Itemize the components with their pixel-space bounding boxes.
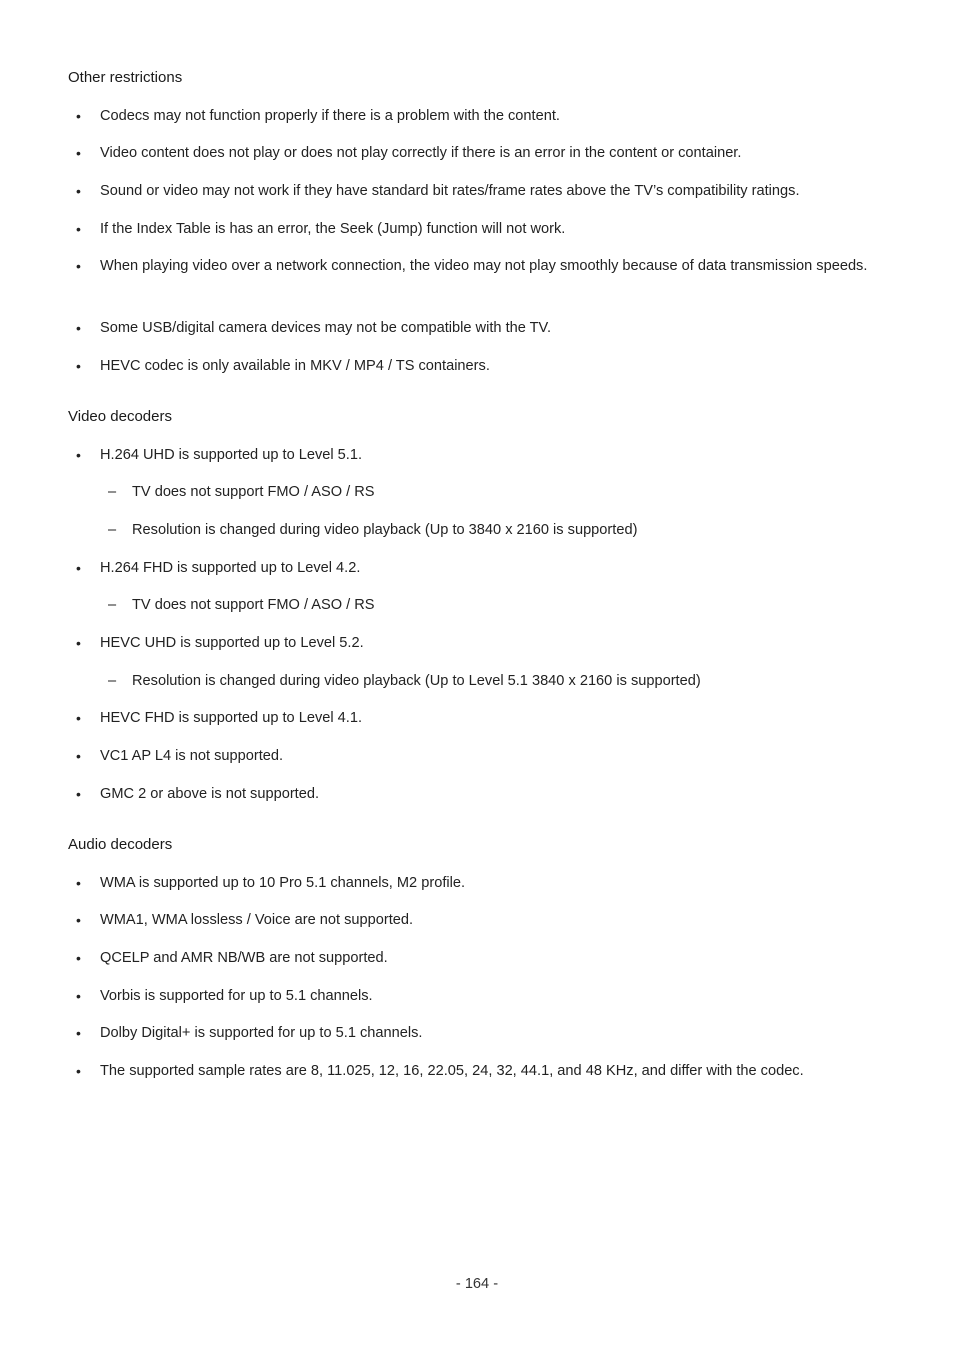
list-item-text: The supported sample rates are 8, 11.025, 12, 16, 22.05, 24, 32, 44.1, and 48 KHz, and differ with the codec. [100, 1063, 804, 1079]
bullet-icon: • [76, 447, 81, 463]
list-item-text: WMA1, WMA lossless / Voice are not supported. [100, 912, 414, 928]
bullet-icon: • [76, 320, 81, 336]
list-item [76, 1059, 878, 1083]
bullet-icon: • [76, 560, 81, 576]
list-item-text: WMA is supported up to 10 Pro 5.1 channels, M2 profile. [100, 875, 466, 891]
dash-icon: – [108, 597, 117, 613]
bullet-icon: • [76, 635, 81, 651]
list-item-text: HEVC UHD is supported up to Level 5.2. [100, 635, 364, 651]
list-item [76, 1021, 878, 1045]
list-item [76, 443, 878, 467]
list-item [76, 316, 878, 340]
list-item-text: Video content does not play or does not play correctly if there is an error in the content or container. [100, 145, 742, 161]
list-item [76, 354, 878, 378]
bullet-icon: • [76, 875, 81, 891]
list-item-text: H.264 FHD is supported up to Level 4.2. [100, 560, 361, 576]
list-item [76, 217, 878, 241]
list-item-text: When playing video over a network connection, the video may not play smoothly because of data transmission speeds. [100, 258, 868, 274]
bullet-icon: • [76, 145, 81, 161]
list-item-text: Vorbis is supported for up to 5.1 channels. [100, 988, 373, 1004]
sub-list-item-text: Resolution is changed during video playback (Up to Level 5.1 3840 x 2160 is supported) [132, 673, 701, 689]
bullet-icon: • [76, 258, 81, 274]
sub-list-item [108, 518, 878, 542]
bullet-icon: • [76, 1025, 81, 1041]
list-item [76, 706, 878, 730]
dash-icon: – [108, 673, 117, 689]
list-item-text: HEVC FHD is supported up to Level 4.1. [100, 710, 363, 726]
dash-icon: – [108, 522, 117, 538]
list-item [76, 782, 878, 806]
sub-list-item [108, 593, 878, 617]
sub-list-item [108, 669, 878, 693]
sub-list-item [108, 480, 878, 504]
dash-icon: – [108, 484, 117, 500]
list-item-text: Sound or video may not work if they have standard bit rates/frame rates above the TV’s compatibility ratings. [100, 183, 800, 199]
list-item-text: H.264 UHD is supported up to Level 5.1. [100, 447, 363, 463]
bullet-icon: • [76, 710, 81, 726]
list-item [76, 631, 878, 655]
list-item [76, 984, 878, 1008]
bullet-icon: • [76, 912, 81, 928]
sub-list-item-text: TV does not support FMO / ASO / RS [132, 597, 375, 613]
list-item-text: VC1 AP L4 is not supported. [100, 748, 284, 764]
list-item [76, 104, 878, 128]
list-item-text: QCELP and AMR NB/WB are not supported. [100, 950, 388, 966]
sub-list-item-text: Resolution is changed during video playback (Up to 3840 x 2160 is supported) [132, 522, 638, 538]
list-item [76, 556, 878, 580]
section-heading-video-decoders: Video decoders [68, 408, 172, 425]
bullet-icon: • [76, 786, 81, 802]
page-number: - 164 - [455, 1276, 499, 1292]
section-heading-other-restrictions: Other restrictions [68, 69, 183, 86]
bullet-icon: • [76, 950, 81, 966]
bullet-icon: • [76, 183, 81, 199]
list-item [76, 254, 878, 278]
bullet-icon: • [76, 1063, 81, 1079]
list-item-text: HEVC codec is only available in MKV / MP4 / TS containers. [100, 358, 490, 374]
list-item-text: Some USB/digital camera devices may not be compatible with the TV. [100, 320, 552, 336]
list-item [76, 908, 878, 932]
list-item-text: Dolby Digital+ is supported for up to 5.1 channels. [100, 1025, 423, 1041]
list-item [76, 744, 878, 768]
list-item-text: Codecs may not function properly if there is a problem with the content. [100, 108, 560, 124]
list-item-text: If the Index Table is has an error, the Seek (Jump) function will not work. [100, 221, 566, 237]
list-item-text: GMC 2 or above is not supported. [100, 786, 320, 802]
sub-list-item-text: TV does not support FMO / ASO / RS [132, 484, 375, 500]
bullet-icon: • [76, 221, 81, 237]
bullet-icon: • [76, 988, 81, 1004]
list-item [76, 179, 878, 203]
list-item [76, 141, 878, 165]
list-item [76, 946, 878, 970]
section-heading-audio-decoders: Audio decoders [68, 836, 173, 853]
list-item [76, 871, 878, 895]
bullet-icon: • [76, 358, 81, 374]
bullet-icon: • [76, 108, 81, 124]
bullet-icon: • [76, 748, 81, 764]
